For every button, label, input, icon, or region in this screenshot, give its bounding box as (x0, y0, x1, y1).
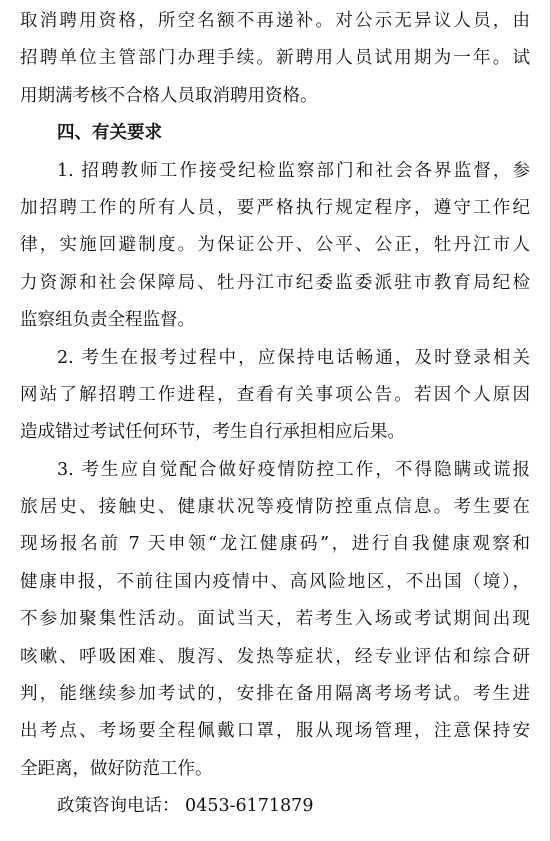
paragraph-line: 3. 考生应自觉配合做好疫情防控工作，不得隐瞒或谎报 (57, 459, 530, 480)
paragraph-line: 不参加聚集性活动。面试当天，若考生入场或考试期间出现 (20, 609, 530, 630)
paragraph-line: 网站了解招聘工作进程，查看有关事项公告。若因个人原因 (20, 384, 530, 405)
paragraph-line: 招聘单位主管部门办理手续。新聘用人员试用期为一年。试 (20, 48, 530, 69)
paragraph-line: 律，实施回避制度。为保证公开、公平、公正，牡丹江市人 (20, 235, 530, 256)
paragraph-line: 造成错过考试任何环节，考生自行承担相应后果。 (20, 422, 405, 443)
paragraph-line: 力资源和社会保障局、牡丹江市纪委监委派驻市教育局纪检 (20, 272, 530, 293)
paragraph-line: 全距离，做好防范工作。 (20, 758, 213, 779)
paragraph-line: 旅居史、接触史、健康状况等疫情防控重点信息。考生要在 (20, 497, 530, 518)
paragraph-line: 2. 考生在报考过程中，应保持电话畅通，及时登录相关 (57, 347, 530, 368)
paragraph-line: 监察组负责全程监督。 (20, 310, 195, 331)
policy-phone-line: 政策咨询电话： 0453-6171879 (57, 796, 314, 817)
paragraph-line: 加招聘工作的所有人员，要严格执行规定程序，遵守工作纪 (20, 197, 530, 218)
document-body (20, 3, 530, 826)
section-heading: 四、有关要求 (57, 123, 162, 144)
paragraph-line: 现场报名前 7 天申领“龙江健康码”，进行自我健康观察和 (20, 534, 530, 555)
paragraph-line: 用期满考核不合格人员取消聘用资格。 (20, 85, 318, 106)
paragraph-line: 出考点、考场要全程佩戴口罩，服从现场管理，注意保持安 (20, 721, 530, 742)
paragraph-line: 判，能继续参加考试的，安排在备用隔离考场考试。考生进 (20, 684, 530, 705)
paragraph-line: 健康申报，不前往国内疫情中、高风险地区，不出国（境）， (20, 571, 530, 592)
paragraph-line: 取消聘用资格，所空名额不再递补。对公示无异议人员，由 (20, 11, 530, 31)
paragraph-line: 1. 招聘教师工作接受纪检监察部门和社会各界监督，参 (57, 160, 530, 181)
paragraph-line: 咳嗽、呼吸困难、腹泻、发热等症状，经专业评估和综合研 (20, 646, 530, 667)
